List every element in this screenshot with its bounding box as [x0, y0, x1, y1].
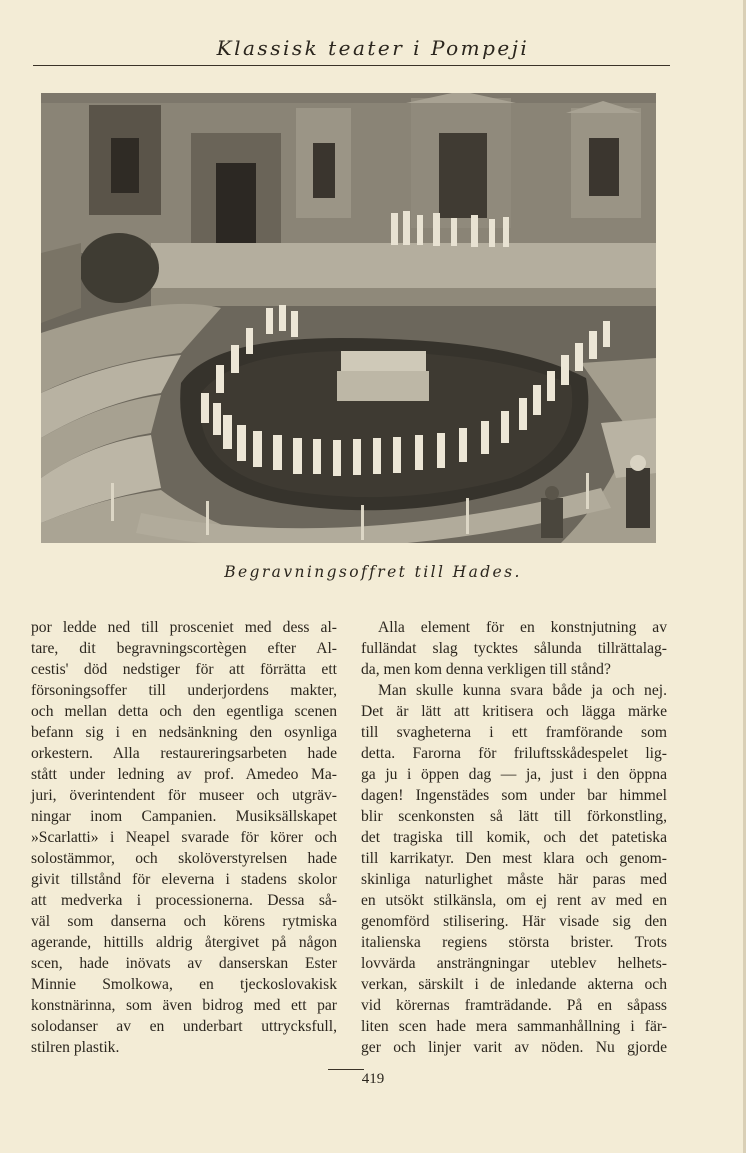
text-line: fulländat slag tycktes sålunda tillrättalag- [361, 640, 667, 657]
page-number: 419 [361, 1071, 385, 1087]
text-line: ningar inom Campanien. Musiksällskapet [31, 808, 337, 825]
text-line: blir scenkonsten så lätt till förkonstling, [361, 808, 667, 825]
text-line: solostämmor, och skolöverstyrelsen hade [31, 850, 337, 867]
left-text-column [31, 617, 337, 1058]
text-line: stilren plastik. [31, 1039, 120, 1056]
text-line: solodanser av en underbart uttrycksfull, [31, 1018, 337, 1035]
text-line: befann sig i en nedsänkning den osynliga [31, 724, 337, 741]
figure-caption: Begravningsoffret till Hades. [224, 563, 522, 581]
text-line: por ledde ned till prosceniet med dess al- [31, 619, 337, 636]
text-line: scen, hade inövats av danserskan Ester [31, 955, 337, 972]
text-line: genomförd stilisering. Här visade sig den [361, 913, 667, 930]
text-line: och mellan detta och den egentliga scenen [31, 703, 337, 720]
text-line: »Scarlatti» i Neapel svarade för körer och [31, 829, 337, 846]
text-line: ger och linjer varit av nöden. Nu gjorde [361, 1039, 667, 1056]
text-line: dagen! Ingenstädes som under bar himmel [361, 787, 667, 804]
folio-rule [328, 1069, 364, 1070]
text-line: vid körernas framträdande. På en såpass [361, 997, 667, 1014]
text-line: tare, dit begravningscortègen efter Al- [31, 640, 337, 657]
text-line: italienska regiens största brister. Trots [361, 934, 667, 951]
text-line: Man skulle kunna svara både ja och nej. [378, 682, 667, 699]
text-line: försoningsoffer till underjordens makter, [31, 682, 337, 699]
text-line: det tragiska till komik, och det patetiska [361, 829, 667, 846]
header-rule [33, 65, 670, 66]
text-line: Minnie Smolkowa, en tjeckoslovakisk [31, 976, 337, 993]
text-line: ga ju i öppen dag — ja, just i den öppna [361, 766, 667, 783]
text-line: liten scen hade mera sammanhållning i fär- [361, 1018, 667, 1035]
text-line: lovvärda ansträngningar uteblev helhets- [361, 955, 667, 972]
text-line: verkan, särskilt i de inledande akterna och [361, 976, 667, 993]
right-text-column [361, 617, 667, 1058]
text-line: till svagheterna i ett framförande som [361, 724, 667, 741]
text-line: stått under ledning av prof. Amedeo Ma- [31, 766, 337, 783]
theatre-photograph [41, 93, 656, 543]
text-line: da, men kom denna verkligen till stånd? [361, 661, 611, 678]
running-title: Klassisk teater i Pompeji [216, 36, 530, 60]
text-line: Det är lätt att kritisera och lägga märke [361, 703, 667, 720]
text-line: till karrikatyr. Den mest klara och genom- [361, 850, 667, 867]
text-line: givit tillstånd för eleverna i stadens skolor [31, 871, 337, 888]
photo-illustration [41, 93, 656, 543]
text-line: juri, överintendent för museer och utgräv- [31, 787, 337, 804]
text-line: skinliga naturlighet måste här paras med [361, 871, 667, 888]
text-line: orkestern. Alla restaureringsarbeten hade [31, 745, 337, 762]
text-line: konstnärinna, som även bidrog med ett par [31, 997, 337, 1014]
text-line: Alla element för en konstnjutning av [378, 619, 667, 636]
text-line: väl som danserna och körens rytmiska [31, 913, 337, 930]
text-line: att medverka i processionerna. Dessa så- [31, 892, 337, 909]
text-line: detta. Farorna för friluftsskådespelet lig- [361, 745, 667, 762]
text-line: agerande, hittills aldrig återgivet på någon [31, 934, 337, 951]
text-line: en utsökt stilkänsla, om ej rent av med en [361, 892, 667, 909]
text-line: cestis' död nedstiger för att förrätta ett [31, 661, 337, 678]
